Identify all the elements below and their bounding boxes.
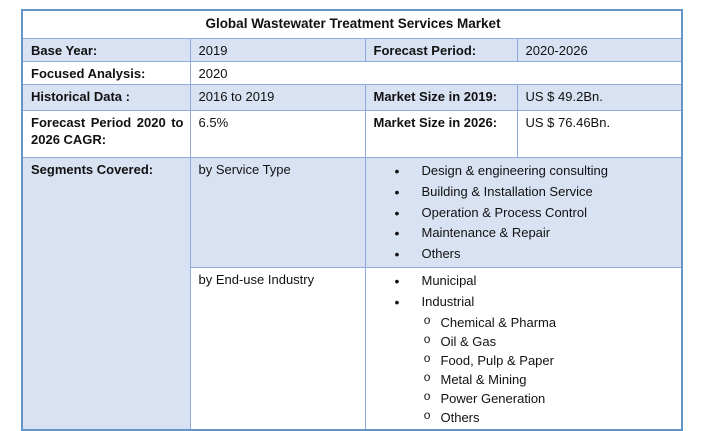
service-type-list-cell bbox=[365, 158, 682, 268]
bullet-item: • Building & Installation Service bbox=[374, 182, 676, 203]
sub-bullet-item: o Chemical & Pharma bbox=[374, 313, 676, 332]
bullet-item: • Industrial bbox=[374, 292, 676, 313]
sub-bullet-item: o Power Generation bbox=[374, 389, 676, 408]
forecast-cagr-row bbox=[22, 111, 682, 158]
bullet-item: • Design & engineering consulting bbox=[374, 161, 676, 182]
historical-data-value: 2016 to 2019 bbox=[190, 85, 365, 111]
historical-data-label: Historical Data : bbox=[22, 85, 190, 111]
sub-bullet-item: o Metal & Mining bbox=[374, 370, 676, 389]
market-size-2026-value: US $ 76.46Bn. bbox=[517, 111, 682, 158]
forecast-cagr-label-cell bbox=[22, 111, 190, 158]
bullet-item: • Maintenance & Repair bbox=[374, 223, 676, 244]
table-title: Global Wastewater Treatment Services Market bbox=[22, 10, 682, 39]
market-size-2019-label: Market Size in 2019: bbox=[365, 85, 517, 111]
title-row bbox=[22, 10, 682, 39]
market-size-2019-value: US $ 49.2Bn. bbox=[517, 85, 682, 111]
service-type-heading: by Service Type bbox=[190, 158, 365, 268]
bullet-item: • Municipal bbox=[374, 271, 676, 292]
forecast-period-label: Forecast Period: bbox=[365, 39, 517, 62]
sub-bullet-item: o Food, Pulp & Paper bbox=[374, 351, 676, 370]
historical-data-row bbox=[22, 85, 682, 111]
focused-analysis-label: Focused Analysis: bbox=[22, 62, 190, 85]
bullet-item: • Others bbox=[374, 244, 676, 265]
forecast-period-value: 2020-2026 bbox=[517, 39, 682, 62]
sub-bullet-item: o Others bbox=[374, 408, 676, 427]
base-year-value: 2019 bbox=[190, 39, 365, 62]
segments-covered-label: Segments Covered: bbox=[22, 158, 190, 430]
end-use-heading: by End-use Industry bbox=[190, 267, 365, 429]
market-size-2026-label: Market Size in 2026: bbox=[365, 111, 517, 158]
forecast-cagr-value: 6.5% bbox=[190, 111, 365, 158]
market-summary-table bbox=[21, 9, 683, 431]
bullet-item: • Operation & Process Control bbox=[374, 203, 676, 224]
sub-bullet-item: o Oil & Gas bbox=[374, 332, 676, 351]
segments-service-type-row bbox=[22, 158, 682, 268]
base-year-label: Base Year: bbox=[22, 39, 190, 62]
end-use-list-cell bbox=[365, 267, 682, 429]
base-year-row bbox=[22, 39, 682, 62]
service-type-list bbox=[374, 161, 676, 265]
focused-analysis-value: 2020 bbox=[190, 62, 682, 85]
end-use-list bbox=[374, 271, 676, 427]
focused-analysis-row bbox=[22, 62, 682, 85]
forecast-cagr-label: Forecast Period 2020 to 2026 CAGR: bbox=[31, 115, 184, 147]
